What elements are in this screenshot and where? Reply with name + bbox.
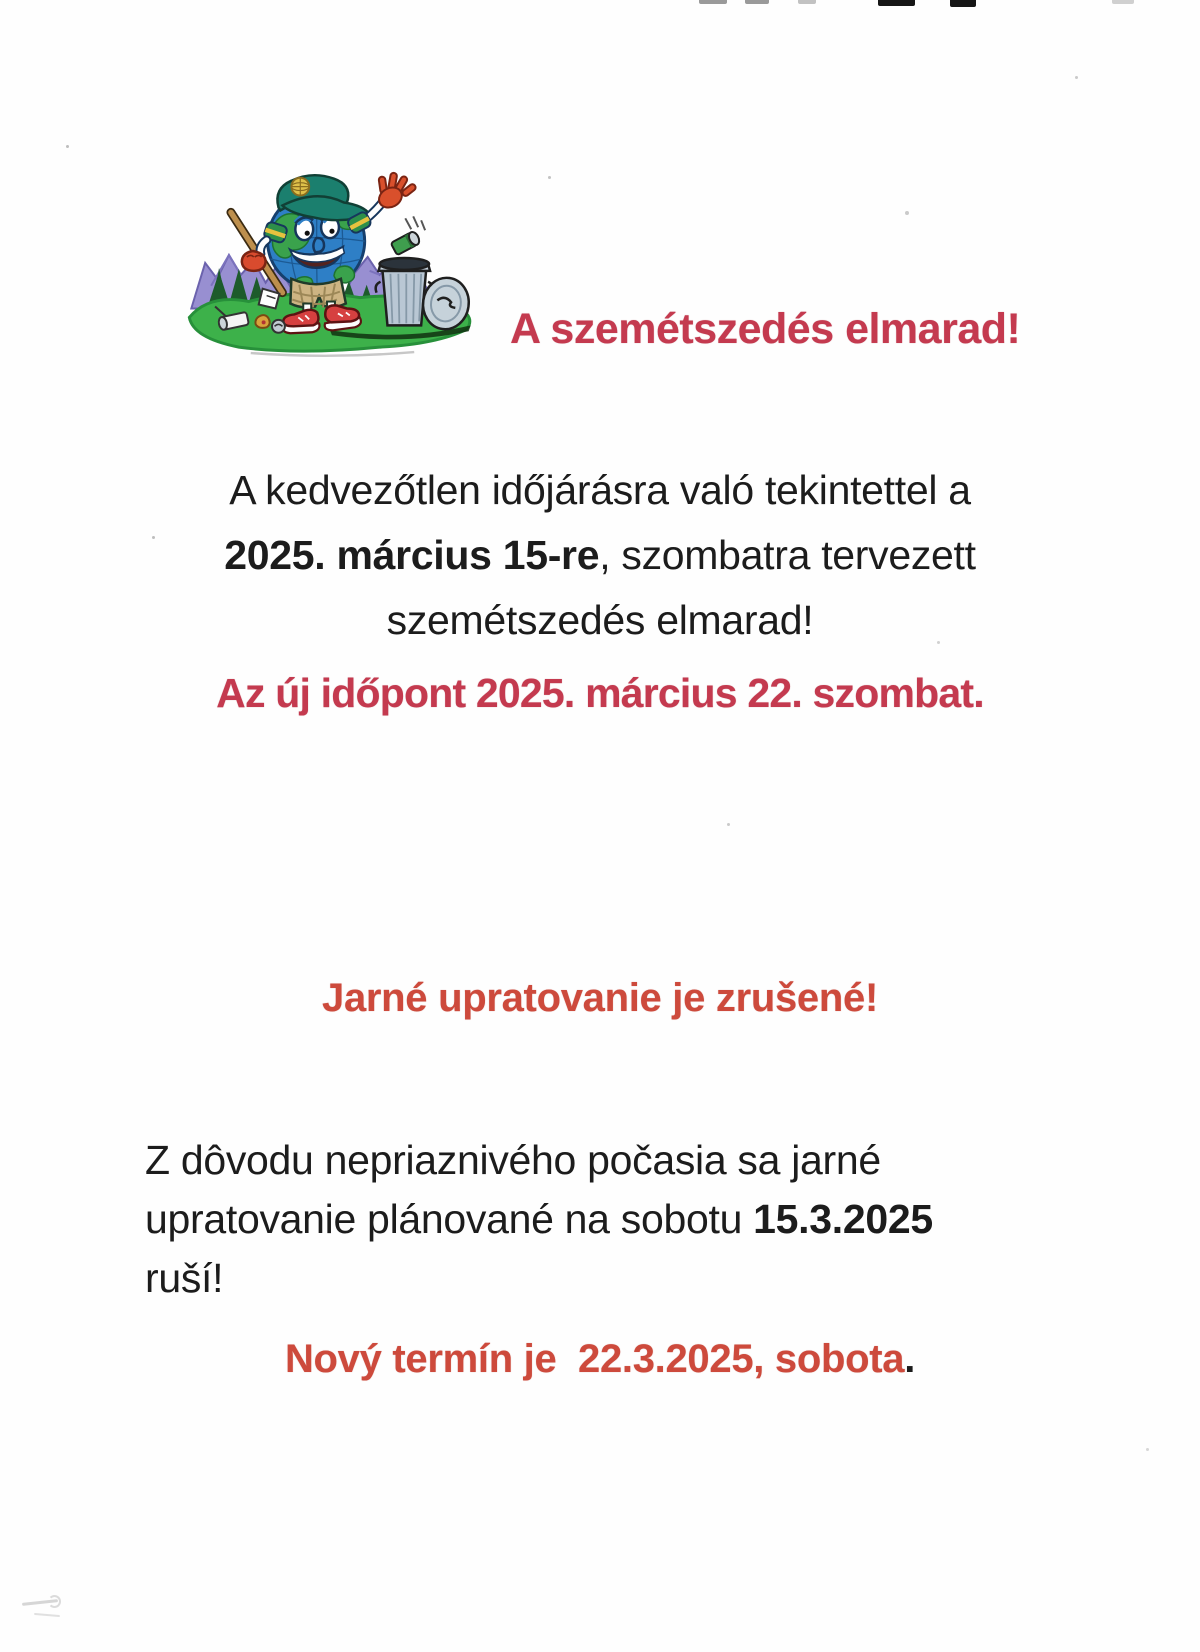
right-arm (346, 172, 416, 234)
slovak-paragraph (145, 1131, 1065, 1308)
highlighted-date: 2025. március 15-re (224, 532, 600, 578)
scan-speck (727, 823, 730, 826)
slovak-heading: Jarné upratovanie je zrušené! (322, 976, 878, 1020)
highlighted-date: 15.3.2025 (753, 1196, 933, 1242)
paragraph-line: Z dôvodu nepriaznivého počasia sa jarné (145, 1137, 881, 1183)
scan-artifact (950, 0, 976, 7)
paragraph-line: upratovanie plánované na sobotu 15.3.2025 (145, 1196, 933, 1242)
ground-shadow (251, 352, 414, 356)
shorts (290, 279, 345, 308)
left-glove (242, 251, 266, 271)
scan-artifact (878, 0, 915, 6)
scan-artifact (1112, 0, 1134, 4)
scan-artifact (699, 0, 727, 4)
scan-artifact (798, 0, 816, 4)
scan-speck (66, 145, 69, 148)
scan-speck (548, 176, 551, 179)
scan-speck (905, 211, 909, 215)
final-period: . (904, 1337, 916, 1381)
falling-can (391, 216, 425, 255)
scan-speck (1075, 76, 1078, 79)
scan-smudge (48, 1595, 61, 1608)
slovak-new-date: Nový termín je 22.3.2025, sobota. (284, 1337, 916, 1381)
hungarian-new-date: Az új időpont 2025. március 22. szombat. (216, 670, 984, 716)
nose (313, 238, 324, 252)
hungarian-paragraph (100, 458, 1100, 653)
paragraph-line: szemétszedés elmarad! (386, 597, 814, 643)
page-title: A szemétszedés elmarad! (510, 305, 1021, 353)
paragraph-line: A kedvezőtlen időjárásra való tekintettel a (229, 467, 971, 513)
earth-character-illustration (180, 147, 480, 360)
scan-speck (152, 536, 155, 539)
scan-artifact (745, 0, 769, 4)
scan-speck (1146, 1448, 1149, 1451)
scan-smudge (34, 1613, 60, 1617)
paragraph-line: 2025. március 15-re, szombatra tervezett (224, 532, 976, 578)
right-glove (376, 172, 417, 211)
scan-speck (937, 641, 940, 644)
paragraph-line: ruší! (145, 1255, 224, 1301)
